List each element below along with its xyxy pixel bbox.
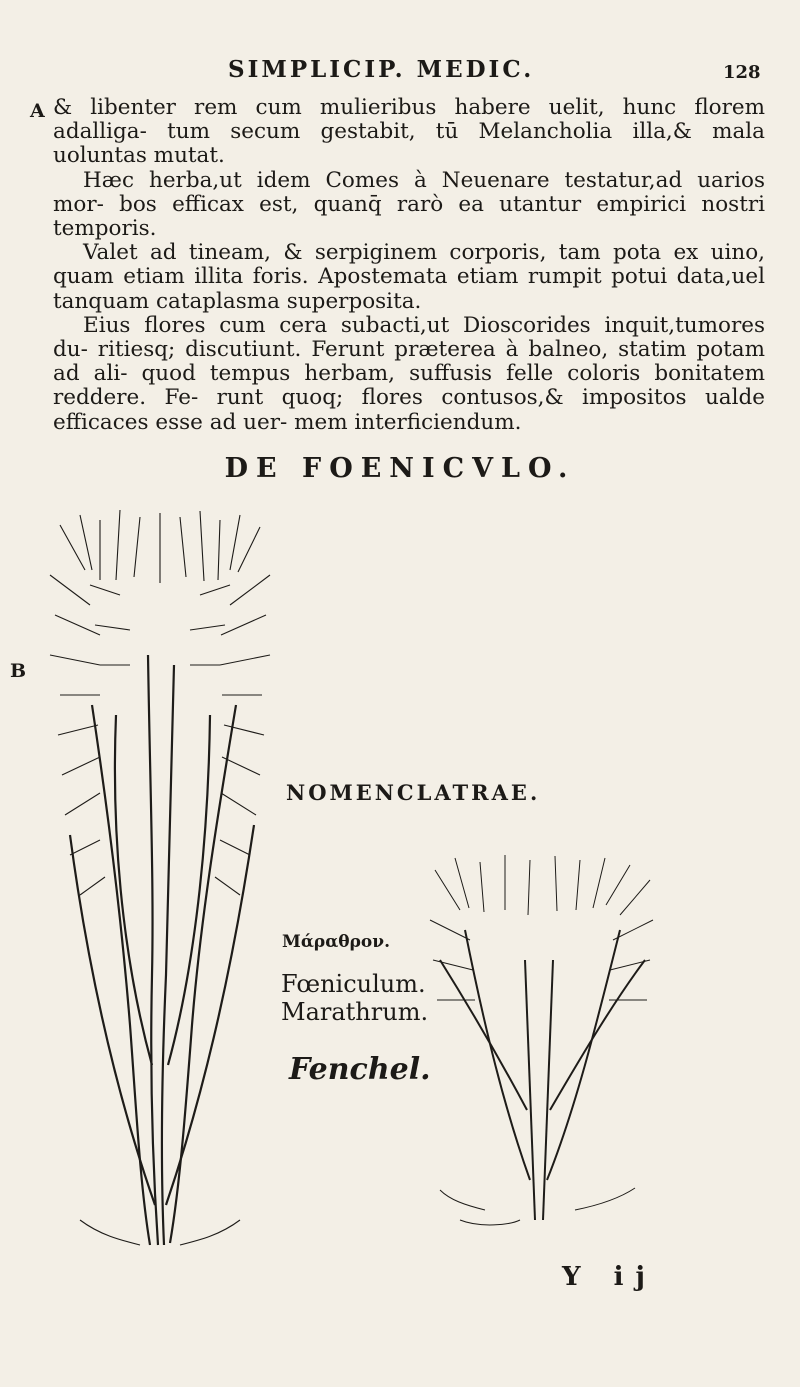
greek-name: Μάραθρον. — [282, 932, 390, 952]
paragraph: Valet ad tineam, & serpiginem corporis, tam pota ex uino, quam etiam illita foris. Apostemata etiam rumpit potui data,uel tanquam cataplasma superposita. — [53, 240, 765, 314]
page-number: 128 — [723, 62, 761, 83]
latin-names — [281, 970, 428, 1026]
fennel-plant-large — [40, 505, 280, 1250]
latin-name: Fœniculum. — [281, 970, 426, 998]
section-title: DE FOENICVLO. — [224, 453, 576, 484]
german-name: Fenchel. — [289, 1052, 431, 1087]
latin-name: Marathrum. — [281, 998, 429, 1026]
paragraph: Eius flores cum cera subacti,ut Dioscorides inquit,tumores du- ritiesq; discutiunt. Ferunt præterea à balneo, statim potam ad ali- quod tempus herbam, suffusis felle coloris bonitatem reddere. Fe- runt quoq; flores contusos,& impositos ualde efficaces esse ad uer- mem interficiendum. — [53, 312, 765, 435]
paragraph: Hæc herba,ut idem Comes à Neuenare testatur,ad uarios mor- bos efficax est, quanq̄ rarò ea utantur empirici nostri temporis. — [53, 167, 765, 242]
body-text — [53, 96, 765, 435]
nomenclature-heading: NOMENCLATRAE. — [286, 780, 541, 805]
running-head: SIMPLICIP. MEDIC. — [228, 56, 535, 83]
fennel-plant-small — [425, 850, 660, 1230]
margin-letter-a: A — [30, 100, 45, 122]
paragraph: & libenter rem cum mulieribus habere uelit, hunc florem adalliga- tum secum gestabit, tū Melancholia illa,& mala uoluntas mutat. — [53, 95, 765, 169]
margin-letter-b: B — [10, 660, 27, 682]
signature-mark: Y ij — [562, 1262, 657, 1292]
